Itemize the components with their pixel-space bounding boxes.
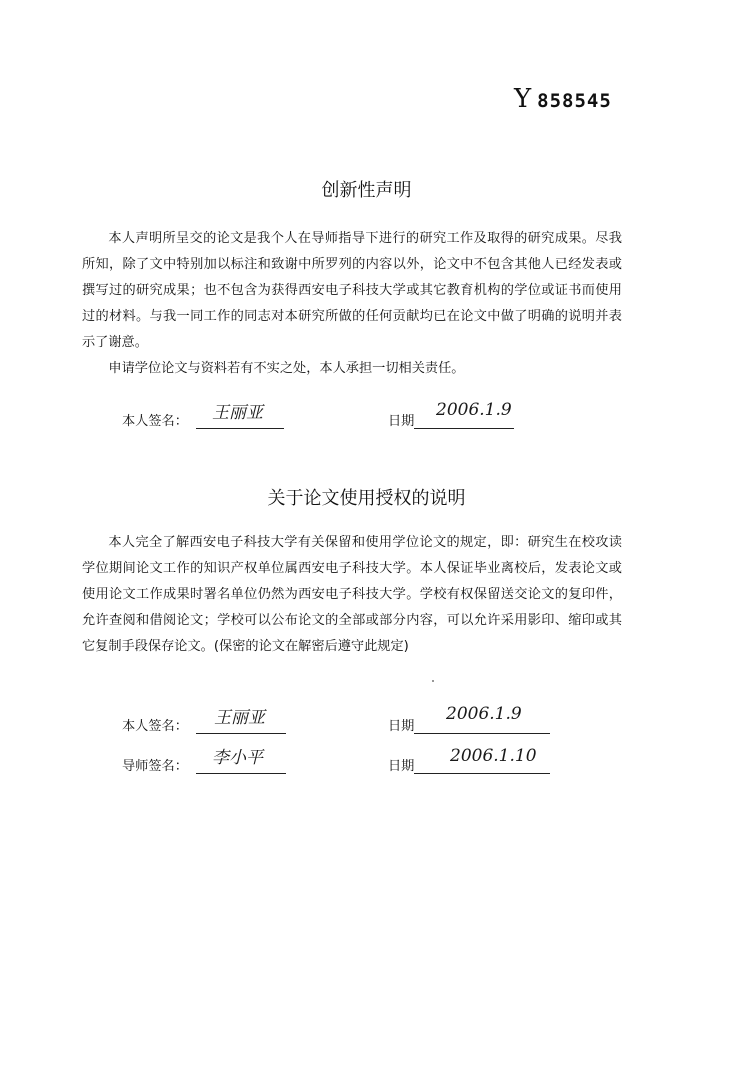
date-label: 日期 [388, 719, 415, 734]
document-id-prefix: Y [514, 84, 532, 114]
authorization-statement-title: 关于论文使用授权的说明 [267, 488, 466, 509]
authorization-paragraph: 本人完全了解西安电子科技大学有关保留和使用学位论文的规定，即：研究生在校攻读学位期间论文工作的知识产权单位属西安电子科技大学。本人保证毕业离校后，发表论文或使用论文工作成果时署名单位仍然为西安电子科技大学。学校有权保留送交论文的复印件，允许查阅和借阅论文；学校可以公布论文的全部或部分内容，可以允许采用影印、缩印或其它复制手段保存论文。(保密的论文在解密后遵守此规定) [82, 535, 622, 654]
document-id [514, 84, 612, 114]
author-signature-label: 本人签名： [122, 414, 188, 429]
author-signature: 王丽亚 [214, 708, 265, 728]
statement-paragraph: 本人声明所呈交的论文是我个人在导师指导下进行的研究工作及取得的研究成果。尽我所知，除了文中特别加以标注和致谢中所罗列的内容以外，论文中不包含其他人已经发表或撰写过的研究成果；也不包含为获得西安电子科技大学或其它教育机构的学位或证书而使用过的材料。与我一同工作的同志对本研究所做的任何贡献均已在论文中做了明确的说明并表示了谢意。 [82, 231, 622, 350]
author-signature-label: 本人签名： [122, 719, 188, 734]
innovation-statement-body [82, 226, 622, 382]
signing-date: 2006.1.9 [436, 400, 512, 420]
advisor-signing-date: 2006.1.10 [450, 746, 537, 766]
author-signing-date: 2006.1.9 [446, 704, 522, 724]
advisor-signature: 李小平 [212, 748, 263, 768]
date-label: 日期 [388, 414, 415, 429]
author-signature: 王丽亚 [212, 403, 263, 423]
advisor-signature-label: 导师签名： [122, 759, 188, 774]
document-id-number: 858545 [537, 90, 612, 112]
authorization-statement-body [82, 530, 622, 660]
innovation-statement-title: 创新性声明 [321, 180, 412, 201]
statement-paragraph: 申请学位论文与资料若有不实之处，本人承担一切相关责任。 [108, 361, 465, 376]
date-label: 日期 [388, 759, 415, 774]
scan-speck [432, 680, 434, 682]
